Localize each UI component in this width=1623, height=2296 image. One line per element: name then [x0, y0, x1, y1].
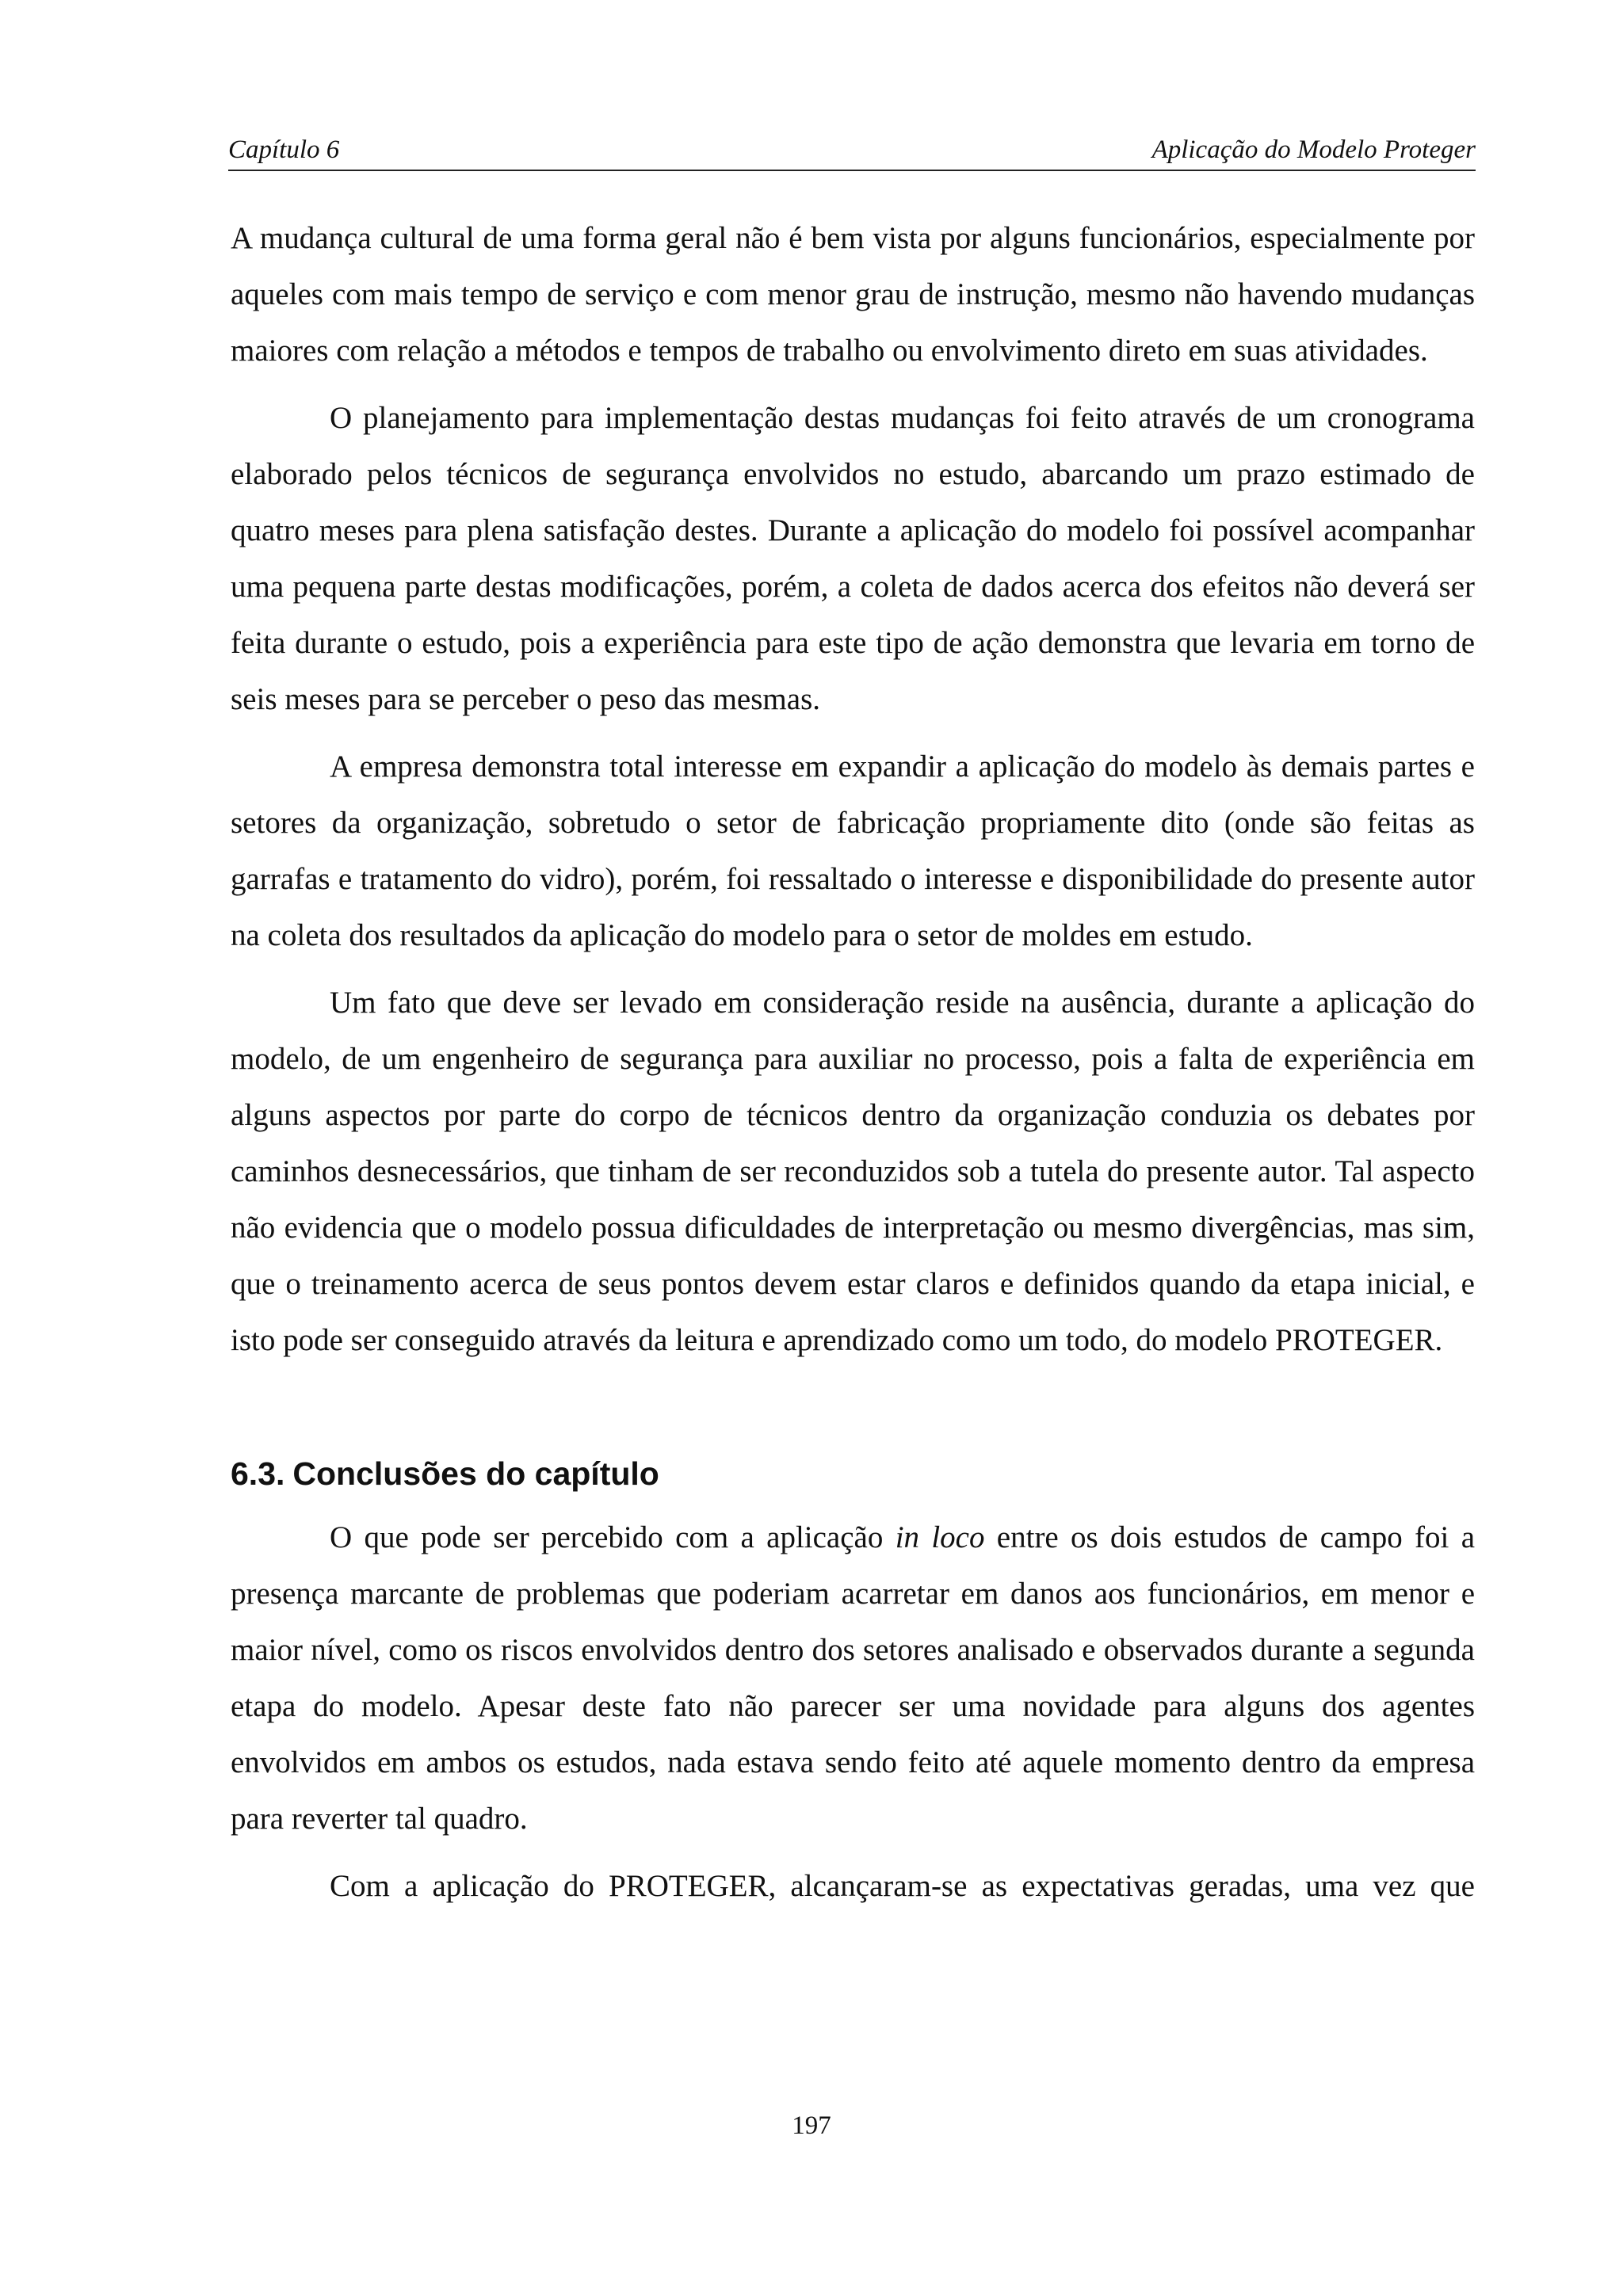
paragraph: [231, 1509, 1475, 1847]
section-title: Conclusões do capítulo: [292, 1455, 659, 1492]
paragraph: A mudança cultural de uma forma geral não é bem vista por alguns funcionários, especialmente por aqueles com mais tempo de serviço e com menor grau de instrução, mesmo não havendo mudanças maiores com relação a métodos e tempos de trabalho ou envolvimento direto em suas atividades.: [231, 221, 1475, 368]
paragraph: A empresa demonstra total interesse em expandir a aplicação do modelo às demais partes e setores da organização, sobretudo o setor de fabricação propriamente dito (onde são feitas as garrafas e tratamento do vidro), porém, foi ressaltado o interesse e disponibilidade do presente autor na coleta dos resultados da aplicação do modelo para o setor de moldes em estudo.: [231, 749, 1475, 952]
body-text: [231, 210, 1475, 1925]
paragraph: O planejamento para implementação destas mudanças foi feito através de um cronograma elaborado pelos técnicos de segurança envolvidos no estudo, abarcando um prazo estimado de quatro meses para plena satisfação destes. Durante a aplicação do modelo foi possível acompanhar uma pequena parte destas modificações, porém, a coleta de dados acerca dos efeitos não deverá ser feita durante o estudo, pois a experiência para este tipo de ação demonstra que levaria em torno de seis meses para se perceber o peso das mesmas.: [231, 401, 1475, 716]
section-number: 6.3.: [231, 1455, 285, 1492]
paragraph: Um fato que deve ser levado em consideração reside na ausência, durante a aplicação do modelo, de um engenheiro de segurança para auxiliar no processo, pois a falta de experiência em alguns aspectos por parte do corpo de técnicos dentro da organização conduzia os debates por caminhos desnecessários, que tinham de ser reconduzidos sob a tutela do presente autor. Tal aspecto não evidencia que o modelo possua dificuldades de interpretação ou mesmo divergências, mas sim, que o treinamento acerca de seus pontos devem estar claros e definidos quando da etapa inicial, e isto pode ser conseguido através da leitura e aprendizado como um todo, do modelo PROTEGER.: [231, 986, 1475, 1357]
italic-term: in loco: [895, 1520, 985, 1554]
page-number: 197: [792, 2111, 831, 2140]
paragraph: Com a aplicação do PROTEGER, alcançaram-se as expectativas geradas, uma vez que: [330, 1869, 1475, 1903]
paragraph-text-start: O que pode ser percebido com a aplicação: [330, 1520, 896, 1554]
section-heading: [231, 1454, 1475, 1493]
chapter-title: Aplicação do Modelo Proteger: [1151, 135, 1476, 164]
running-header: [228, 133, 1476, 171]
chapter-label: Capítulo 6: [228, 135, 340, 164]
paragraph-text-end: entre os dois estudos de campo foi a presença marcante de problemas que poderiam acarretar em danos aos funcionários, em menor e maior nível, como os riscos envolvidos dentro dos setores analisado e observados durante a segunda etapa do modelo. Apesar deste fato não parecer ser uma novidade para alguns dos agentes envolvidos em ambos os estudos, nada estava sendo feito até aquele momento dentro da empresa para reverter tal quadro.: [231, 1520, 1476, 1836]
